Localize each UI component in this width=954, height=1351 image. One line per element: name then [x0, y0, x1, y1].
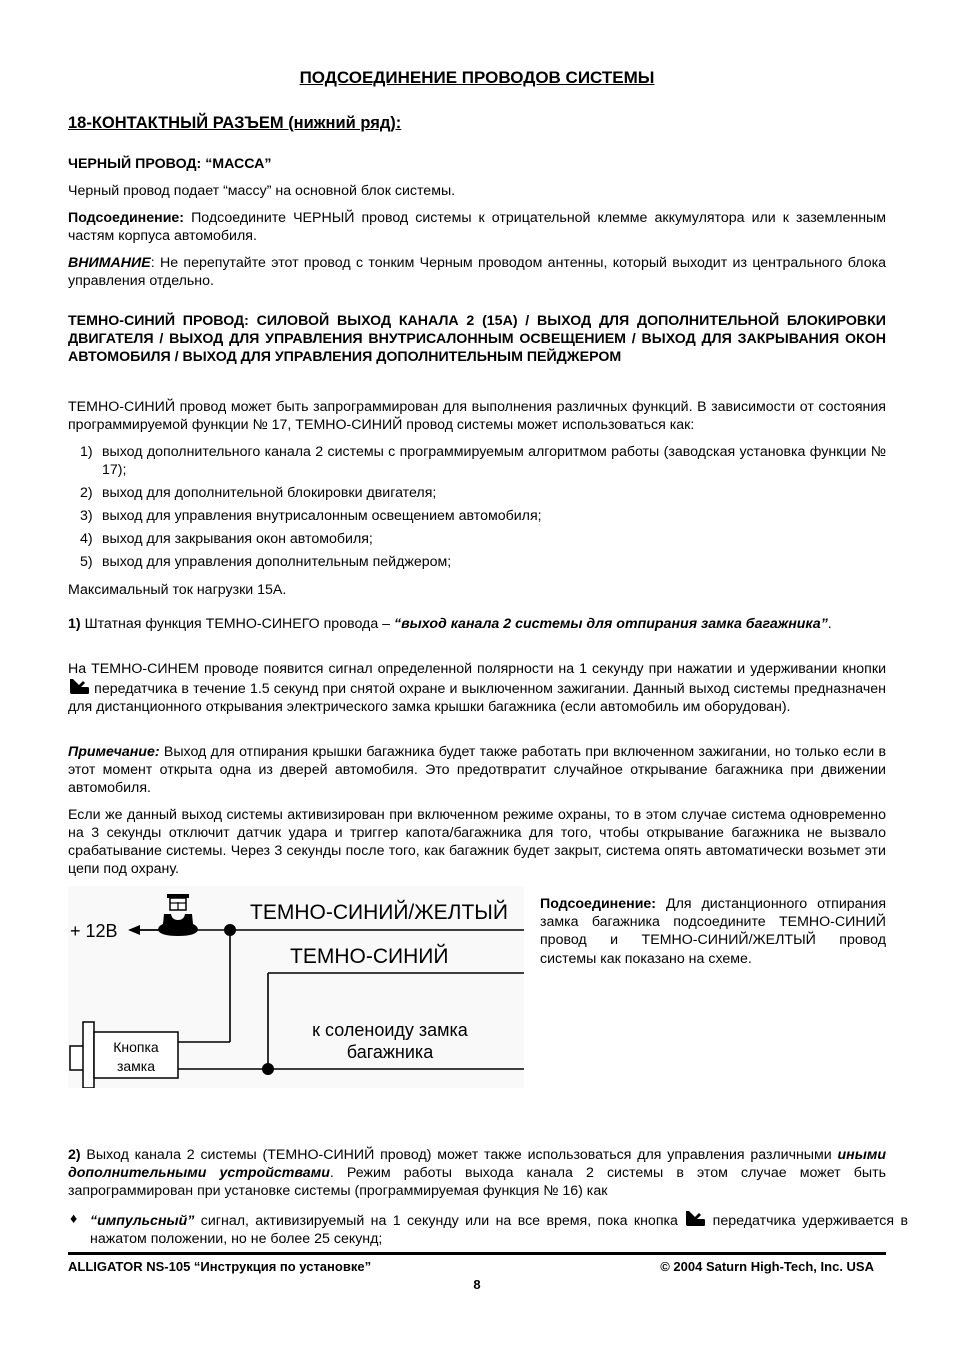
- page-number: 8: [473, 1277, 481, 1292]
- section-heading: 18-КОНТАКТНЫЙ РАЗЪЕМ (нижний ряд):: [68, 114, 402, 132]
- connection-label: Подсоединение:: [68, 210, 185, 226]
- armed-paragraph: Если же данный выход системы активизирован при включенном режиме охраны, то в этом случае система одновременно на 3 секунды отключит датчик удара и триггер капота/багажника для того, чтобы открывание багажника не вызвало срабатывание системы. Через 3 секунды после того, как багажник будет закрыт, система опять автоматически возьмет эти цепи под охрану.: [68, 807, 886, 877]
- junction-dot: [262, 1063, 274, 1075]
- function-list: [68, 443, 886, 576]
- note-paragraph: Примечание: Выход для отпирания крышки багажника будет также работать при включенном зажигании, но только если в этот момент открыта одна из дверей автомобиля. Это предотвратит случайное открывание багажника при движении автомобиля.: [68, 744, 886, 796]
- warning-text: : Не перепутайте этот провод с тонким Черным проводом антенны, который выходит из центрального блока управления отдельно.: [68, 255, 886, 289]
- lock-button-icon: [70, 1022, 178, 1088]
- trunk-button-icon: [684, 1210, 706, 1227]
- signal-paragraph: На ТЕМНО-СИНЕМ проводе появится сигнал определенной полярности на 1 секунду при нажатии и удерживании кнопки передатчика в течение 1.5 секунд при снятой охране и выключенном зажигании. Данный выход системы предназначен для дистанционного открывания электрического замка крышки багажника (если автомобиль им оборудован).: [68, 661, 886, 715]
- wire1-label: ТЕМНО-СИНИЙ/ЖЕЛТЫЙ: [250, 901, 508, 924]
- button-label: замка: [116, 1058, 156, 1074]
- button-label: Кнопка: [113, 1039, 159, 1055]
- footer-title: ALLIGATOR NS-105 “Инструкция по установке”: [68, 1259, 372, 1274]
- list-item: 4) выход для закрывания окон автомобиля;: [80, 531, 373, 547]
- bullet-item: ♦ “импульсный” сигнал, активизируемый на 1 секунду или на все время, пока кнопка передатчика удерживается в нажатом положении, но не более 25 секунд;: [70, 1211, 908, 1247]
- dark-blue-wire-heading: ТЕМНО-СИНИЙ ПРОВОД: СИЛОВОЙ ВЫХОД КАНАЛА 2 (15А) / ВЫХОД ДЛЯ ДОПОЛНИТЕЛЬНОЙ БЛОКИРОВКИ ДВИГАТЕЛЯ / ВЫХОД ДЛЯ УПРАВЛЕНИЯ ВНУТРИСАЛОННЫМ ОСВЕЩЕНИЕМ / ВЫХОД ДЛЯ ЗАКРЫВАНИЯ ОКОН АВТОМОБИЛЯ / ВЫХОД ДЛЯ УПРАВЛЕНИЯ ДОПОЛНИТЕЛЬНЫМ ПЕЙДЖЕРОМ: [68, 313, 886, 365]
- function-2-paragraph: 2) Выход канала 2 системы (ТЕМНО-СИНИЙ провод) может также использоваться для управления различными иными дополнительными устройствами. Режим работы выхода канала 2 системы в этом случае может быть запрограммирован при установке системы (программируемая функция № 16) как: [68, 1147, 886, 1199]
- document-page: [68, 0, 908, 1292]
- solenoid-label: к соленоиду замка: [312, 1020, 468, 1040]
- function-1-title: 1) Штатная функция ТЕМНО-СИНЕГО провода – “выход канала 2 системы для отпирания замка багажника”.: [68, 616, 832, 632]
- bullet-diamond-icon: ♦: [70, 1211, 78, 1227]
- list-item: 3) выход для управления внутрисалонным освещением автомобиля;: [80, 508, 542, 524]
- trunk-button-icon: [68, 678, 90, 695]
- warning-label: ВНИМАНИЕ: [68, 255, 151, 271]
- diagram-side-note: Подсоединение: Для дистанционного отпирания замка багажника подсоедините ТЕМНО-СИНИЙ провод и ТЕМНО-СИНИЙ/ЖЕЛТЫЙ провод системы как показано на схеме.: [540, 896, 886, 967]
- power-label: + 12В: [70, 921, 118, 941]
- list-item: 2) выход для дополнительной блокировки двигателя;: [80, 485, 437, 501]
- black-wire-description: Черный провод подает “массу” на основной блок системы.: [68, 183, 456, 199]
- fuse-icon: [158, 894, 198, 936]
- max-current: Максимальный ток нагрузки 15А.: [68, 582, 287, 598]
- black-wire-warning: [68, 254, 886, 290]
- list-item: 1) выход дополнительного канала 2 системы с программируемым алгоритмом работы (заводская установка функции № 17);: [80, 444, 886, 478]
- black-wire-heading: ЧЕРНЫЙ ПРОВОД: “МАССА”: [68, 156, 272, 172]
- solenoid-label: багажника: [346, 1042, 434, 1062]
- wire2-label: ТЕМНО-СИНИЙ: [290, 945, 449, 968]
- black-wire-connection: [68, 209, 886, 245]
- connection-text: Подсоедините ЧЕРНЫЙ провод системы к отрицательной клемме аккумулятора или к заземленным частям корпуса автомобиля.: [68, 210, 886, 244]
- wiring-diagram: [68, 886, 524, 1088]
- footer-copyright: © 2004 Saturn High-Tech, Inc. USA: [660, 1259, 874, 1274]
- dark-blue-intro: ТЕМНО-СИНИЙ провод может быть запрограммирован для выполнения различных функций. В зависимости от состояния программируемой функции № 17, ТЕМНО-СИНИЙ провод системы может использоваться как:: [68, 399, 886, 433]
- list-item: 5) выход для управления дополнительным пейджером;: [80, 554, 452, 570]
- arrow-left-icon: [128, 925, 140, 935]
- page-title: ПОДСОЕДИНЕНИЕ ПРОВОДОВ СИСТЕМЫ: [299, 68, 655, 87]
- footer-divider: [68, 1252, 886, 1255]
